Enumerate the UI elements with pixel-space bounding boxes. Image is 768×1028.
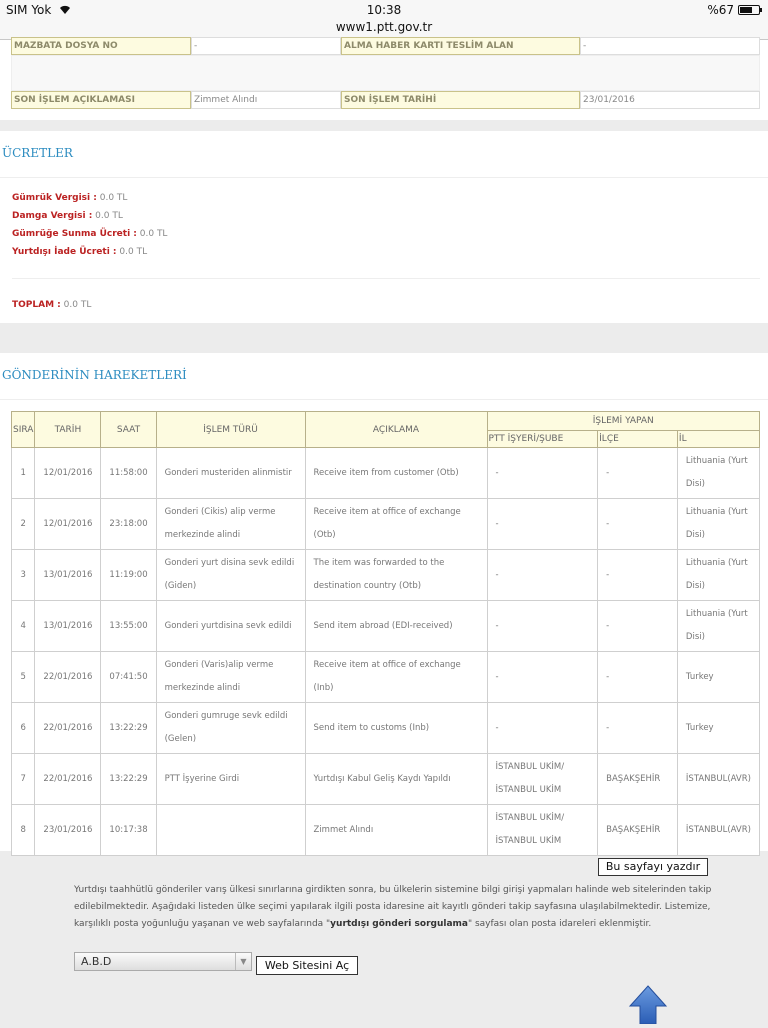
url-bar[interactable]: www1.ptt.gov.tr	[335, 20, 433, 34]
chevron-down-icon[interactable]: ▼	[235, 953, 251, 970]
table-row	[12, 805, 760, 856]
carrier-label: SIM Yok	[6, 3, 52, 17]
cell-sira: 4	[12, 601, 35, 652]
cell-isyeri: -	[487, 448, 598, 499]
cell-saat: 11:58:00	[101, 448, 156, 499]
cell-il: Lithuania (Yurt Disi)	[677, 601, 759, 652]
fees-panel	[0, 131, 768, 323]
cell-saat: 13:22:29	[101, 703, 156, 754]
header-isyeri: PTT İŞYERİ/ŞUBE	[487, 431, 598, 448]
cell-ilce: -	[598, 703, 678, 754]
cell-islem: Gonderi gumruge sevk edildi (Gelen)	[156, 703, 305, 754]
cell-isyeri: -	[487, 703, 598, 754]
cell-isyeri: -	[487, 601, 598, 652]
header-islemi-yapan: İŞLEMİ YAPAN	[487, 412, 760, 431]
cell-sira: 3	[12, 550, 35, 601]
son-islem-aciklamasi-value: Zimmet Alındı	[191, 91, 341, 109]
cell-tarih: 12/01/2016	[35, 448, 101, 499]
cell-isyeri: -	[487, 550, 598, 601]
battery-percent: %67	[707, 3, 734, 17]
cell-tarih: 12/01/2016	[35, 499, 101, 550]
table-row	[12, 448, 760, 499]
header-saat: SAAT	[101, 412, 156, 448]
cell-islem: Gonderi (Varis)alip verme merkezinde alindi	[156, 652, 305, 703]
cell-aciklama: Send item abroad (EDI-received)	[305, 601, 487, 652]
cell-islem: Gonderi yurt disina sevk edildi (Giden)	[156, 550, 305, 601]
country-selected-value: A.B.D	[81, 955, 112, 968]
fee-value: 0.0 TL	[139, 229, 168, 239]
battery	[707, 3, 760, 17]
fee-label: Gümrük Vergisi :	[12, 193, 97, 203]
cell-tarih: 13/01/2016	[35, 601, 101, 652]
cell-tarih: 23/01/2016	[35, 805, 101, 856]
cell-ilce: -	[598, 499, 678, 550]
cell-il: İSTANBUL(AVR)	[677, 754, 759, 805]
fee-label: Damga Vergisi :	[12, 211, 93, 221]
cell-islem: PTT İşyerine Girdi	[156, 754, 305, 805]
fee-yurtdisi-iade	[12, 247, 147, 257]
battery-fill	[740, 7, 752, 13]
cell-ilce: -	[598, 601, 678, 652]
alma-haber-label: ALMA HABER KARTI TESLİM ALAN	[341, 37, 580, 55]
fee-label: Gümrüğe Sunma Ücreti :	[12, 229, 137, 239]
cell-ilce: -	[598, 652, 678, 703]
table-row	[12, 499, 760, 550]
fee-total	[12, 300, 91, 310]
cell-ilce: BAŞAKŞEHİR	[598, 805, 678, 856]
cell-aciklama: Receive item from customer (Otb)	[305, 448, 487, 499]
cell-il: Lithuania (Yurt Disi)	[677, 499, 759, 550]
cell-il: Lithuania (Yurt Disi)	[677, 448, 759, 499]
cell-aciklama: The item was forwarded to the destination country (Otb)	[305, 550, 487, 601]
cell-ilce: BAŞAKŞEHİR	[598, 754, 678, 805]
cell-tarih: 13/01/2016	[35, 550, 101, 601]
cell-tarih: 22/01/2016	[35, 754, 101, 805]
cell-sira: 1	[12, 448, 35, 499]
clock: 10:38	[366, 3, 402, 17]
scroll-to-top-icon[interactable]	[628, 984, 668, 1024]
cell-saat: 07:41:50	[101, 652, 156, 703]
table-row	[12, 550, 760, 601]
cell-il: Turkey	[677, 703, 759, 754]
son-islem-aciklamasi-label: SON İŞLEM AÇIKLAMASI	[11, 91, 191, 109]
fee-damga-vergisi	[12, 211, 123, 221]
movements-title: GÖNDERİNİN HAREKETLERİ	[2, 368, 187, 382]
table-row	[12, 652, 760, 703]
table-row	[12, 703, 760, 754]
cell-saat: 11:19:00	[101, 550, 156, 601]
open-website-button[interactable]: Web Sitesini Aç	[256, 956, 358, 975]
cell-saat: 13:55:00	[101, 601, 156, 652]
header-il: İL	[677, 431, 759, 448]
mazbata-label: MAZBATA DOSYA NO	[11, 37, 191, 55]
cell-sira: 7	[12, 754, 35, 805]
divider	[0, 399, 768, 400]
fee-value: 0.0 TL	[119, 247, 148, 257]
status-bar	[0, 0, 768, 40]
cell-saat: 13:22:29	[101, 754, 156, 805]
info-part-1: Yurtdışı taahhütlü gönderiler varış ülkesi sınırlarına girdikten sonra, bu ülkelerin sistemine bilgi girişi yapmaları halinde web sitelerinden takip edilebilmektedir. Aşağıdaki listeden ülke seçimi yapılarak ilgili posta idaresine ait kayıtlı gönderi takip sayfasına ulaşılabilmektedir. Listemize, karşılıklı posta yoğunluğu yaşanan ve web sayfalarında "	[74, 885, 712, 929]
cell-tarih: 22/01/2016	[35, 703, 101, 754]
cell-il: İSTANBUL(AVR)	[677, 805, 759, 856]
cell-sira: 5	[12, 652, 35, 703]
alma-haber-value: -	[580, 37, 760, 55]
print-page-button[interactable]: Bu sayfayı yazdır	[598, 858, 708, 876]
cell-islem: Gonderi yurtdisina sevk edildi	[156, 601, 305, 652]
cell-isyeri: -	[487, 499, 598, 550]
empty-row	[11, 55, 760, 91]
cell-saat: 23:18:00	[101, 499, 156, 550]
cell-islem	[156, 805, 305, 856]
cell-aciklama: Receive item at office of exchange (Inb)	[305, 652, 487, 703]
cell-ilce: -	[598, 448, 678, 499]
table-row	[12, 754, 760, 805]
header-sira: SIRA	[12, 412, 35, 448]
detail-panel	[0, 40, 768, 120]
fees-title: ÜCRETLER	[2, 146, 73, 160]
fee-label: Yurtdışı İade Ücreti :	[12, 247, 117, 257]
header-ilce: İLÇE	[598, 431, 678, 448]
fee-gumruk-vergisi	[12, 193, 127, 203]
cell-il: Lithuania (Yurt Disi)	[677, 550, 759, 601]
cell-isyeri: İSTANBUL UKİM/ İSTANBUL UKİM	[487, 754, 598, 805]
cell-tarih: 22/01/2016	[35, 652, 101, 703]
header-islem-turu: İŞLEM TÜRÜ	[156, 412, 305, 448]
divider	[0, 177, 768, 178]
table-row	[12, 601, 760, 652]
cell-saat: 10:17:38	[101, 805, 156, 856]
movements-body	[12, 448, 760, 856]
cell-ilce: -	[598, 550, 678, 601]
movements-table	[11, 411, 760, 856]
fee-value: 0.0 TL	[95, 211, 123, 221]
divider	[12, 278, 760, 279]
cell-aciklama: Send item to customs (Inb)	[305, 703, 487, 754]
total-value: 0.0 TL	[63, 300, 92, 310]
country-select[interactable]	[74, 952, 252, 971]
son-islem-tarihi-label: SON İŞLEM TARİHİ	[341, 91, 580, 109]
header-tarih: TARİH	[35, 412, 101, 448]
cell-sira: 6	[12, 703, 35, 754]
cell-aciklama: Yurtdışı Kabul Geliş Kaydı Yapıldı	[305, 754, 487, 805]
total-label: TOPLAM :	[12, 300, 61, 310]
fee-gumruge-sunma	[12, 229, 167, 239]
info-text	[74, 882, 714, 933]
battery-icon	[738, 5, 760, 15]
mazbata-value: -	[191, 37, 341, 55]
cell-aciklama: Zimmet Alındı	[305, 805, 487, 856]
son-islem-tarihi-value: 23/01/2016	[580, 91, 760, 109]
info-part-2: " sayfası olan posta idareleri eklenmiştir.	[467, 919, 652, 929]
header-aciklama: AÇIKLAMA	[305, 412, 487, 448]
cell-islem: Gonderi (Cikis) alip verme merkezinde alindi	[156, 499, 305, 550]
cell-isyeri: -	[487, 652, 598, 703]
cell-islem: Gonderi musteriden alinmistir	[156, 448, 305, 499]
cell-il: Turkey	[677, 652, 759, 703]
cell-sira: 2	[12, 499, 35, 550]
fee-value: 0.0 TL	[99, 193, 128, 203]
info-bold: yurtdışı gönderi sorgulama	[330, 919, 468, 929]
cell-isyeri: İSTANBUL UKİM/ İSTANBUL UKİM	[487, 805, 598, 856]
cell-sira: 8	[12, 805, 35, 856]
cell-aciklama: Receive item at office of exchange (Otb)	[305, 499, 487, 550]
